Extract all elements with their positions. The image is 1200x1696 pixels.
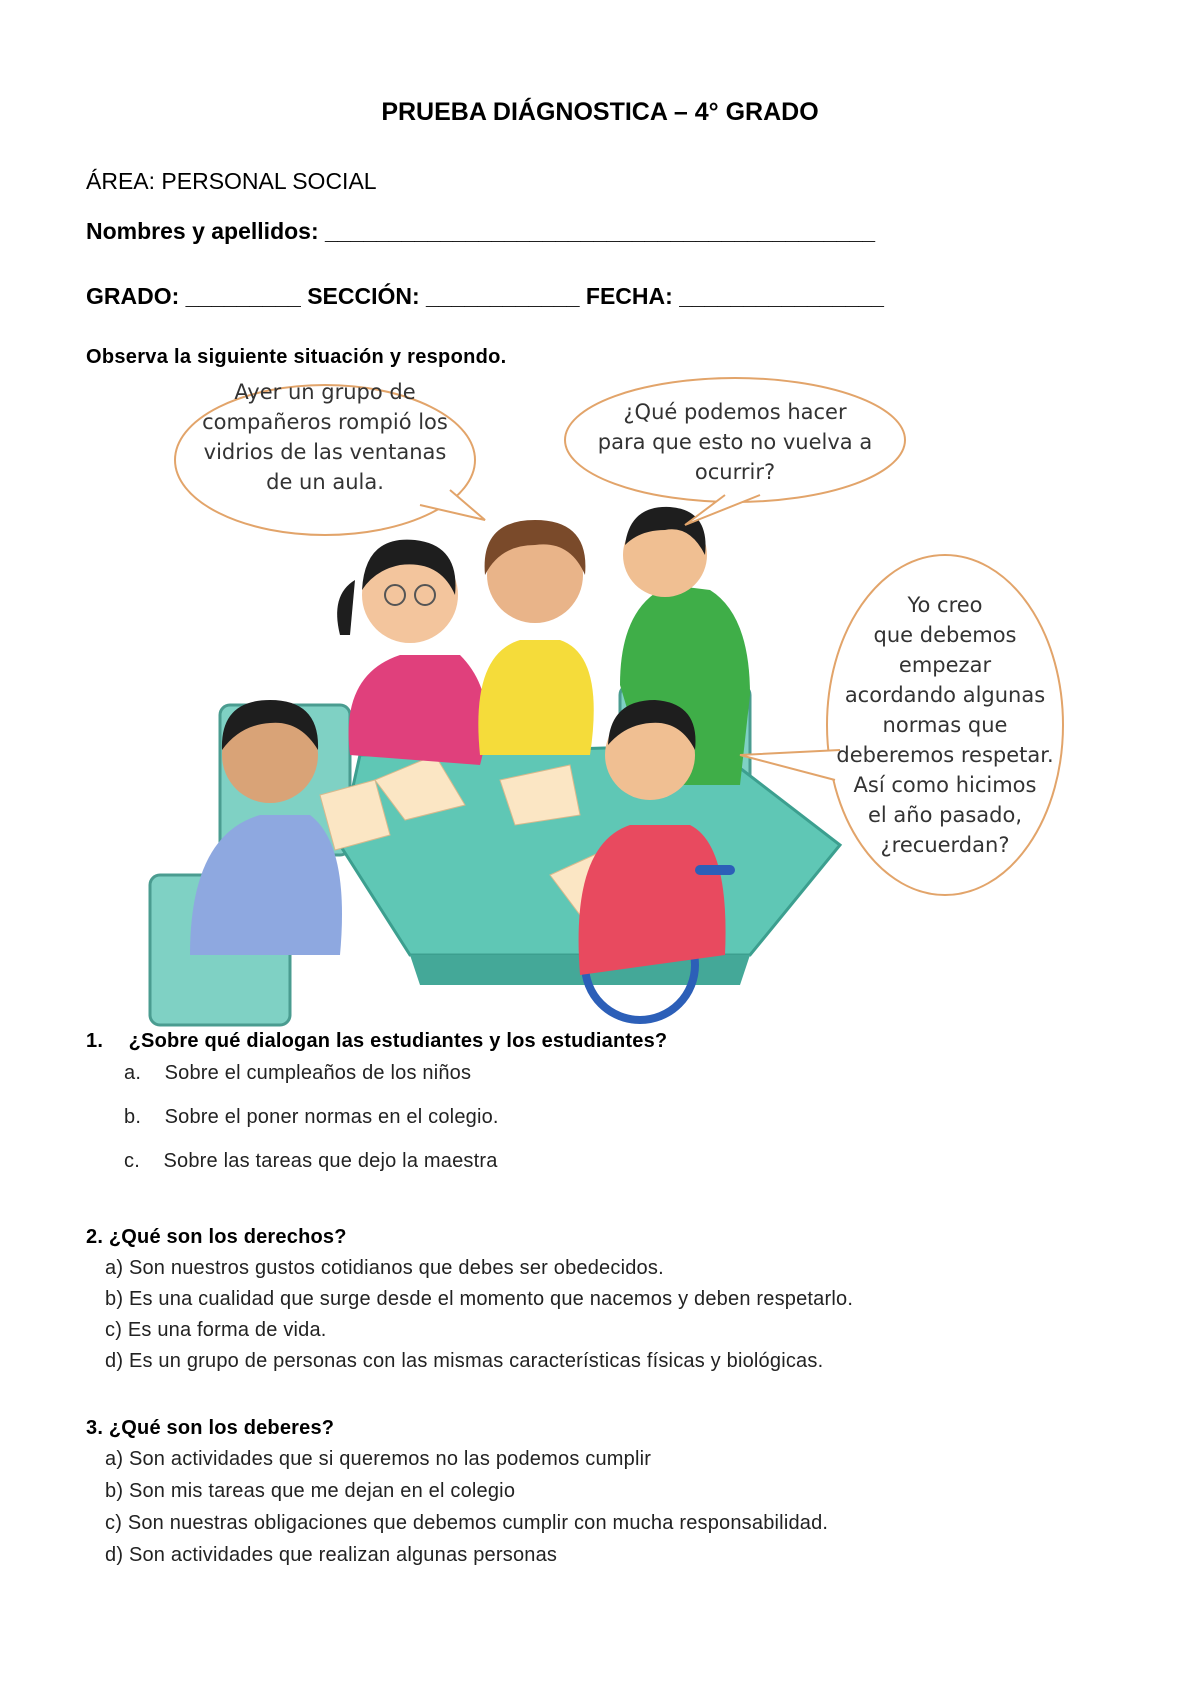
bubble-top-right-line-1: ¿Qué podemos hacer — [623, 400, 847, 424]
grade-blank[interactable]: _________ — [185, 283, 301, 309]
name-label: Nombres y apellidos: — [86, 218, 319, 244]
grade-section-date-row — [86, 283, 884, 310]
bubble-right-line-8: el año pasado, — [868, 803, 1022, 827]
section-label: SECCIÓN: — [307, 283, 420, 309]
question-3-number: 3. — [86, 1417, 104, 1439]
instruction: Observa la siguiente situación y respondo. — [86, 346, 507, 368]
bubble-left-line-3: vidrios de las ventanas — [203, 440, 447, 464]
bubble-right-line-3: empezar — [898, 653, 992, 677]
name-blank[interactable]: ___________________________________________ — [325, 218, 876, 244]
bubble-right-line-1: Yo creo — [907, 593, 983, 617]
area-label: ÁREA: PERSONAL SOCIAL — [86, 168, 377, 194]
bubble-right-line-6: deberemos respetar. — [836, 743, 1054, 767]
grade-label: GRADO: — [86, 283, 180, 309]
section-blank[interactable]: ____________ — [426, 283, 580, 309]
question-2-text: ¿Qué son los derechos? — [108, 1226, 347, 1248]
bubble-right-line-5: normas que — [882, 713, 1008, 737]
bubble-left-line-1: Ayer un grupo de — [234, 380, 416, 404]
question-3-text: ¿Qué son los deberes? — [108, 1417, 335, 1439]
speech-bubble-top-right — [565, 378, 905, 525]
bubble-right-line-4: acordando algunas — [844, 683, 1046, 707]
question-1-option-c[interactable]: c. Sobre las tareas que dejo la maestra — [124, 1150, 498, 1172]
question-3-option-d[interactable]: d) Son actividades que realizan algunas personas — [105, 1544, 558, 1566]
question-3 — [86, 1417, 334, 1440]
bubble-right-line-9: ¿recuerdan? — [880, 833, 1010, 857]
girl-with-glasses-illustration — [337, 540, 487, 765]
bubble-top-right-line-2: para que esto no vuelva a — [597, 430, 873, 454]
name-field-row — [86, 218, 875, 245]
question-2 — [86, 1226, 347, 1249]
question-1-number: 1. — [86, 1030, 104, 1052]
question-3-option-b[interactable]: b) Son mis tareas que me dejan en el colegio — [105, 1480, 516, 1502]
question-2-number: 2. — [86, 1226, 104, 1248]
bubble-left-line-4: de un aula. — [266, 470, 384, 494]
question-3-option-a[interactable]: a) Son actividades que si queremos no las podemos cumplir — [105, 1448, 652, 1470]
classroom-illustration — [150, 380, 1080, 1025]
question-1 — [86, 1030, 667, 1053]
date-label: FECHA: — [585, 283, 673, 309]
question-2-option-a[interactable]: a) Son nuestros gustos cotidianos que debes ser obedecidos. — [105, 1257, 664, 1279]
bubble-right-line-2: que debemos — [873, 623, 1017, 647]
question-2-option-b[interactable]: b) Es una cualidad que surge desde el momento que nacemos y deben respetarlo. — [105, 1288, 854, 1310]
girl-in-yellow-illustration — [478, 520, 593, 755]
question-2-option-c[interactable]: c) Es una forma de vida. — [105, 1319, 327, 1341]
speech-bubble-left — [175, 380, 485, 535]
bubble-left-line-2: compañeros rompió los — [202, 410, 448, 434]
question-1-text: ¿Sobre qué dialogan las estudiantes y los estudiantes? — [128, 1030, 668, 1052]
question-3-option-c[interactable]: c) Son nuestras obligaciones que debemos cumplir con mucha responsabilidad. — [105, 1512, 829, 1534]
bubble-top-right-line-3: ocurrir? — [694, 460, 776, 484]
question-1-option-a[interactable]: a. Sobre el cumpleaños de los niños — [124, 1062, 472, 1084]
question-1-option-b[interactable]: b. Sobre el poner normas en el colegio. — [124, 1106, 499, 1128]
question-2-option-d[interactable]: d) Es un grupo de personas con las mismas características físicas y biológicas. — [105, 1350, 824, 1372]
bubble-right-line-7: Así como hicimos — [853, 773, 1037, 797]
date-blank[interactable]: ________________ — [679, 283, 884, 309]
page-title: PRUEBA DIÁGNOSTICA – 4° GRADO — [381, 98, 819, 126]
